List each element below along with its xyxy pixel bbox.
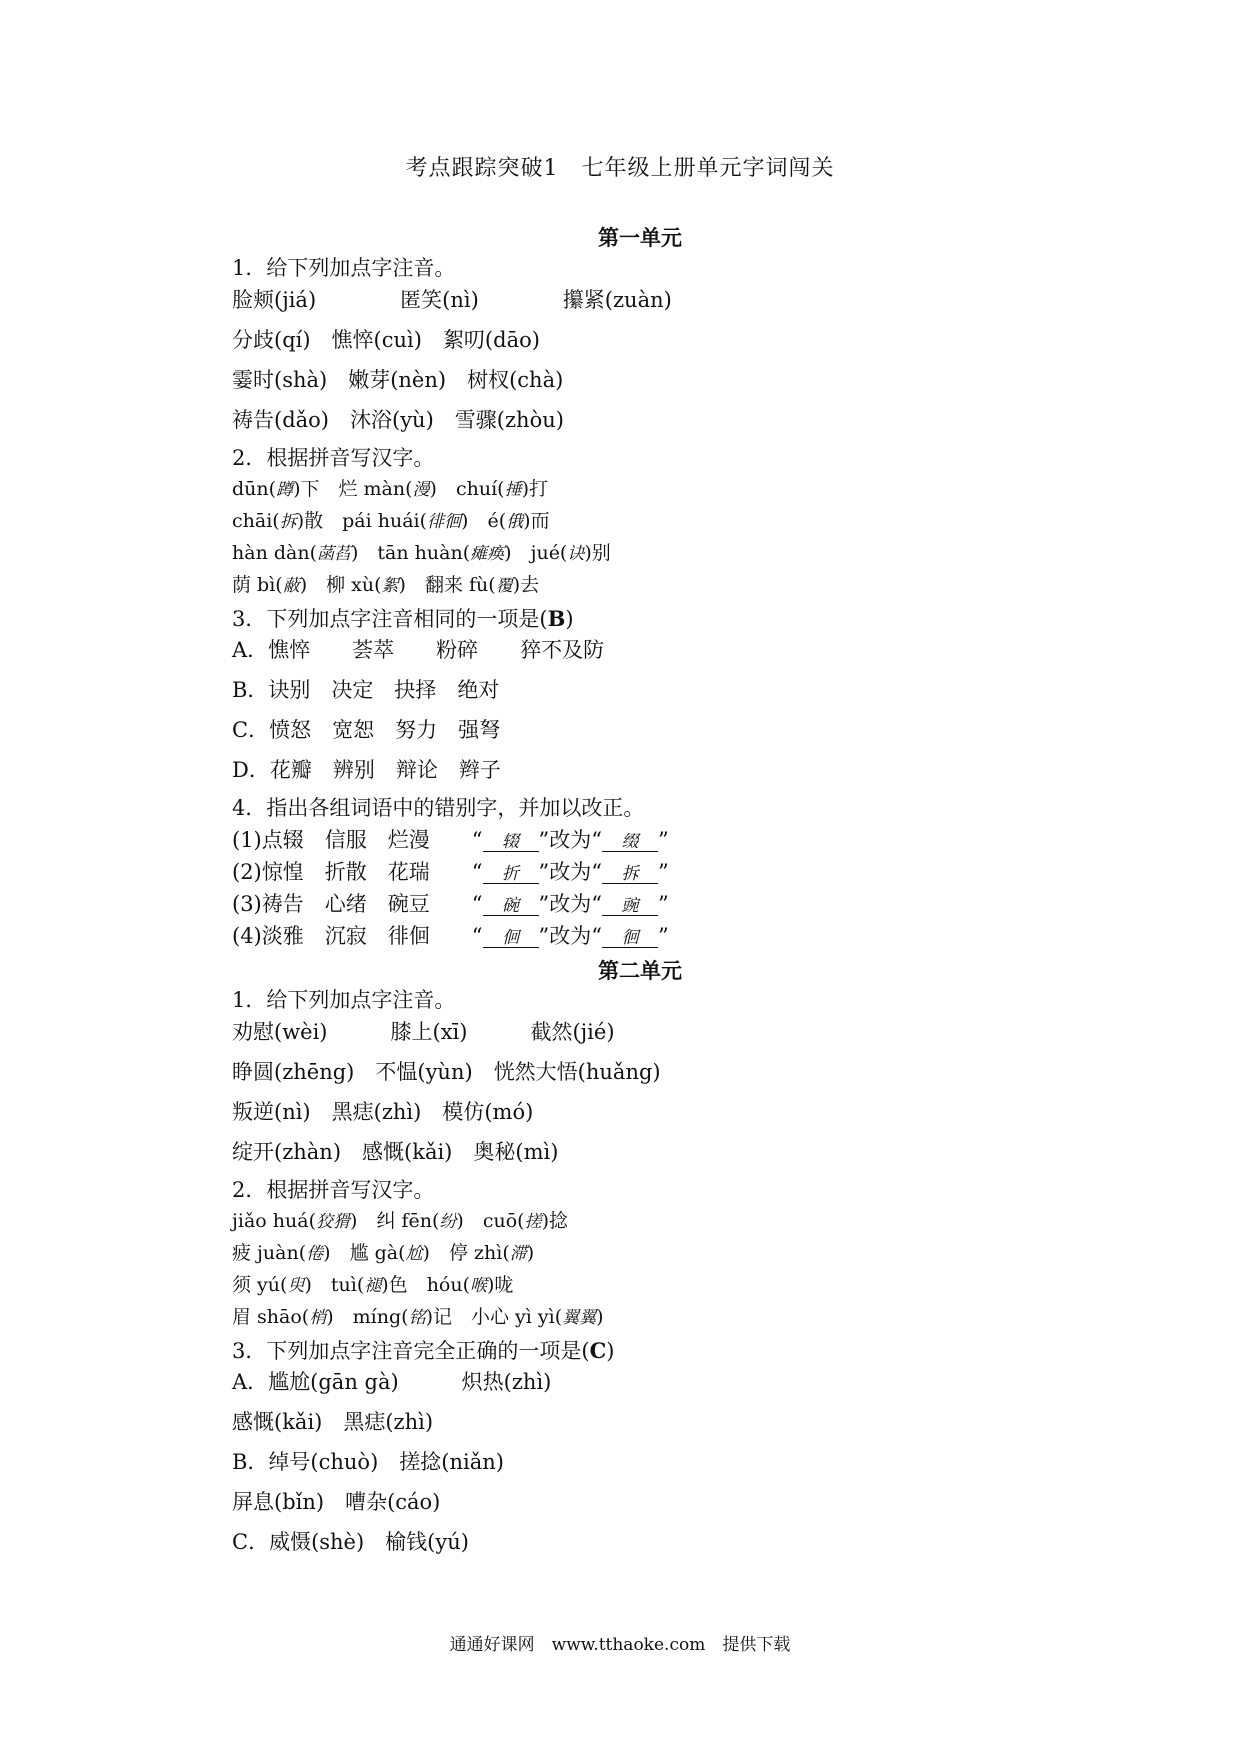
unit2-q2-row: 须 yú(臾) tuì(褪)色 hóu(喉)咙 bbox=[232, 1274, 514, 1296]
unit1-q4-row: (1)点辍 信服 烂漫 “ 辍 ”改为“ 缀 ” bbox=[232, 828, 669, 852]
unit2-q3-option: A．尴尬(gān gà) 炽热(zhì) bbox=[232, 1370, 552, 1394]
unit1-q2-row: chāi(拆)散 pái huái(徘徊) é(俄)而 bbox=[232, 510, 550, 532]
answer: C bbox=[589, 1338, 607, 1363]
unit2-q1-row: 叛逆(nì) 黑痣(zhì) 模仿(mó) bbox=[232, 1100, 534, 1124]
unit1-q1-row bbox=[232, 290, 672, 311]
unit1-q4-row: (2)惊惶 折散 花瑞 “ 折 ”改为“ 拆 ” bbox=[232, 860, 669, 884]
unit2-q1-row: 劝慰(wèi) 膝上(xī) 截然(jié) bbox=[232, 1020, 615, 1044]
unit1-q3: 3．下列加点字注音相同的一项是(B) bbox=[232, 606, 574, 631]
unit1-q3-option: A．憔悴 荟萃 粉碎 猝不及防 bbox=[232, 638, 605, 662]
item: 祷告(dǎo) bbox=[232, 408, 329, 432]
unit1-q4: 4．指出各组词语中的错别字，并加以改正。 bbox=[232, 796, 645, 820]
unit1-q4-row: (3)祷告 心绪 碗豆 “ 碗 ”改为“ 豌 ” bbox=[232, 892, 669, 916]
unit2-q1-row: 绽开(zhàn) 感慨(kǎi) 奥秘(mì) bbox=[232, 1140, 559, 1164]
unit1-q3-option: C．愤怒 宽恕 努力 强弩 bbox=[232, 718, 501, 742]
unit2-q1-row: 睁圆(zhēng) 不愠(yùn) 恍然大悟(huǎng) bbox=[232, 1060, 661, 1084]
unit1-q3-option: D．花瓣 辨别 辩论 辫子 bbox=[232, 758, 501, 782]
page-title: 考点跟踪突破1 七年级上册单元字词闯关 bbox=[405, 156, 835, 181]
unit2-q2-row: 眉 shāo(梢) míng(铭)记 小心 yì yì(翼翼) bbox=[232, 1306, 604, 1328]
unit2-q2-row: 疲 juàn(倦) 尴 gà(尬) 停 zhì(滞) bbox=[232, 1242, 535, 1264]
item: 憔悴(cuì) bbox=[331, 328, 422, 352]
item: 霎时(shà) bbox=[232, 368, 328, 392]
unit2-q3-option: 感慨(kǎi) 黑痣(zhì) bbox=[232, 1410, 434, 1434]
unit1-q1-row bbox=[232, 370, 563, 391]
unit1-q1-row bbox=[232, 330, 540, 351]
unit1-q1: 1．给下列加点字注音。 bbox=[232, 256, 456, 280]
unit1-heading: 第一单元 bbox=[598, 225, 682, 250]
answer: B bbox=[547, 606, 566, 631]
item: 匿笑(nì) bbox=[400, 288, 479, 312]
unit2-q3-option: B．绰号(chuò) 搓捻(niǎn) bbox=[232, 1450, 504, 1474]
unit2-q3-option: 屏息(bǐn) 嘈杂(cáo) bbox=[232, 1490, 441, 1514]
unit1-q1-row bbox=[232, 410, 564, 431]
unit1-q2-row: dūn(蹲)下 烂 màn(漫) chuí(捶)打 bbox=[232, 478, 549, 500]
unit2-q1: 1．给下列加点字注音。 bbox=[232, 988, 456, 1012]
unit1-q4-row: (4)淡雅 沉寂 徘佪 “ 佪 ”改为“ 徊 ” bbox=[232, 924, 669, 948]
unit2-heading: 第二单元 bbox=[598, 958, 682, 983]
unit2-q3: 3．下列加点字注音完全正确的一项是(C) bbox=[232, 1338, 615, 1363]
item: 嫩芽(nèn) bbox=[348, 368, 447, 392]
unit2-q2: 2．根据拼音写汉字。 bbox=[232, 1178, 435, 1202]
item: 分歧(qí) bbox=[232, 328, 311, 352]
item: 沐浴(yù) bbox=[350, 408, 434, 432]
unit1-q3-option: B．诀别 决定 抉择 绝对 bbox=[232, 678, 500, 702]
item: 雪骤(zhòu) bbox=[454, 408, 564, 432]
unit1-q2-row: hàn dàn(菡萏) tān huàn(瘫痪) jué(诀)别 bbox=[232, 542, 611, 564]
unit1-q2: 2．根据拼音写汉字。 bbox=[232, 446, 435, 470]
item: 脸颊(jiá) bbox=[232, 288, 317, 312]
unit2-q2-row: jiǎo huá(狡猾) 纠 fēn(纷) cuō(搓)捻 bbox=[232, 1210, 568, 1232]
unit2-q3-option: C．威慑(shè) 榆钱(yú) bbox=[232, 1530, 469, 1554]
item: 树杈(chà) bbox=[467, 368, 564, 392]
item: 絮叨(dāo) bbox=[442, 328, 540, 352]
item: 攥紧(zuàn) bbox=[562, 288, 672, 312]
footer: 通通好课网 www.tthaoke.com 提供下载 bbox=[449, 1635, 791, 1655]
unit1-q2-row: 荫 bì(蔽) 柳 xù(絮) 翻来 fù(覆)去 bbox=[232, 574, 540, 596]
